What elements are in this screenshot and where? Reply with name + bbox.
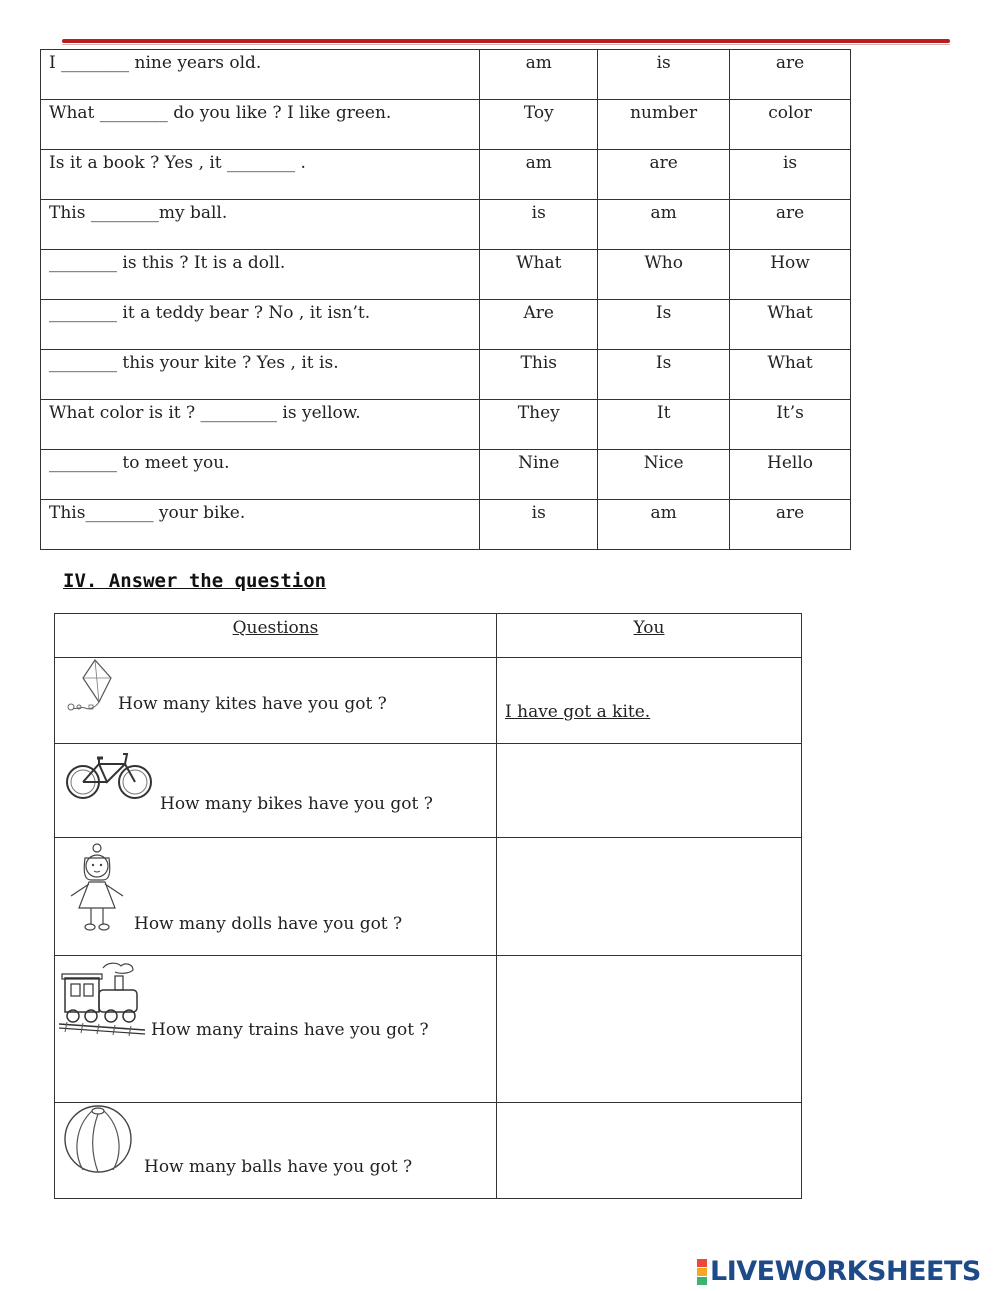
answer-text: I have got a kite.	[505, 702, 651, 722]
answer-cell[interactable]	[497, 744, 802, 838]
question-cell: What ________ do you like ? I like green.	[41, 100, 480, 150]
option-cell[interactable]: am	[598, 500, 730, 550]
header-rule-shadow	[62, 44, 950, 45]
table-row	[41, 200, 851, 250]
table-row	[55, 744, 802, 838]
option-cell[interactable]: are	[598, 150, 730, 200]
section-title: IV. Answer the question	[63, 570, 327, 592]
table-row	[41, 250, 851, 300]
header-questions: Questions	[55, 614, 497, 658]
multiple-choice-table	[40, 49, 851, 550]
table-header-row	[55, 614, 802, 658]
kite-icon	[59, 658, 115, 724]
logo-text: LIVEWORKSHEETS	[710, 1256, 981, 1287]
option-cell[interactable]: Nine	[480, 450, 598, 500]
answer-cell[interactable]	[497, 1103, 802, 1199]
question-cell	[55, 956, 497, 1103]
question-cell	[55, 838, 497, 956]
question-cell: ________ to meet you.	[41, 450, 480, 500]
train-icon	[59, 958, 147, 1038]
answer-table	[54, 613, 802, 1199]
question-text: How many bikes have you got ?	[160, 794, 433, 814]
option-cell[interactable]: What	[730, 300, 851, 350]
logo-blocks-icon	[697, 1259, 707, 1285]
doll-icon	[61, 840, 133, 936]
header-rule	[62, 39, 950, 43]
option-cell[interactable]: are	[730, 500, 851, 550]
question-cell: Is it a book ? Yes , it ________ .	[41, 150, 480, 200]
option-cell[interactable]: It’s	[730, 400, 851, 450]
option-cell[interactable]: Is	[598, 350, 730, 400]
table-row	[55, 838, 802, 956]
option-cell[interactable]: am	[480, 150, 598, 200]
option-cell[interactable]: is	[480, 500, 598, 550]
option-cell[interactable]: Is	[598, 300, 730, 350]
option-cell[interactable]: Who	[598, 250, 730, 300]
option-cell[interactable]: Are	[480, 300, 598, 350]
option-cell[interactable]: number	[598, 100, 730, 150]
option-cell[interactable]: am	[598, 200, 730, 250]
table-row	[41, 150, 851, 200]
question-cell	[55, 744, 497, 838]
option-cell[interactable]: are	[730, 50, 851, 100]
answer-cell[interactable]	[497, 838, 802, 956]
question-text: How many kites have you got ?	[118, 694, 387, 714]
option-cell[interactable]: are	[730, 200, 851, 250]
question-text: How many balls have you got ?	[144, 1157, 413, 1177]
option-cell[interactable]: What	[730, 350, 851, 400]
option-cell[interactable]: How	[730, 250, 851, 300]
table-row	[41, 50, 851, 100]
answer-cell[interactable]	[497, 658, 802, 744]
option-cell[interactable]: is	[598, 50, 730, 100]
question-cell	[55, 658, 497, 744]
question-cell: I ________ nine years old.	[41, 50, 480, 100]
option-cell[interactable]: is	[480, 200, 598, 250]
ball-icon	[61, 1103, 135, 1175]
option-cell[interactable]: Nice	[598, 450, 730, 500]
table-row	[55, 1103, 802, 1199]
option-cell[interactable]: is	[730, 150, 851, 200]
question-cell: ________ is this ? It is a doll.	[41, 250, 480, 300]
question-cell: What color is it ? _________ is yellow.	[41, 400, 480, 450]
bike-icon	[63, 746, 155, 804]
question-cell: This ________my ball.	[41, 200, 480, 250]
table-row	[41, 100, 851, 150]
option-cell[interactable]: Hello	[730, 450, 851, 500]
option-cell[interactable]: Toy	[480, 100, 598, 150]
option-cell[interactable]: am	[480, 50, 598, 100]
liveworksheets-logo	[697, 1256, 981, 1287]
question-cell	[55, 1103, 497, 1199]
question-text: How many trains have you got ?	[151, 1020, 429, 1040]
header-you: You	[497, 614, 802, 658]
question-text: How many dolls have you got ?	[134, 914, 403, 934]
table-row	[41, 450, 851, 500]
option-cell[interactable]: They	[480, 400, 598, 450]
table-row	[55, 658, 802, 744]
option-cell[interactable]: What	[480, 250, 598, 300]
answer-cell[interactable]	[497, 956, 802, 1103]
question-cell: ________ this your kite ? Yes , it is.	[41, 350, 480, 400]
table-row	[41, 350, 851, 400]
option-cell[interactable]: It	[598, 400, 730, 450]
table-row	[55, 956, 802, 1103]
table-row	[41, 300, 851, 350]
question-cell: This________ your bike.	[41, 500, 480, 550]
option-cell[interactable]: color	[730, 100, 851, 150]
table-row	[41, 500, 851, 550]
question-cell: ________ it a teddy bear ? No , it isn’t.	[41, 300, 480, 350]
table-row	[41, 400, 851, 450]
option-cell[interactable]: This	[480, 350, 598, 400]
